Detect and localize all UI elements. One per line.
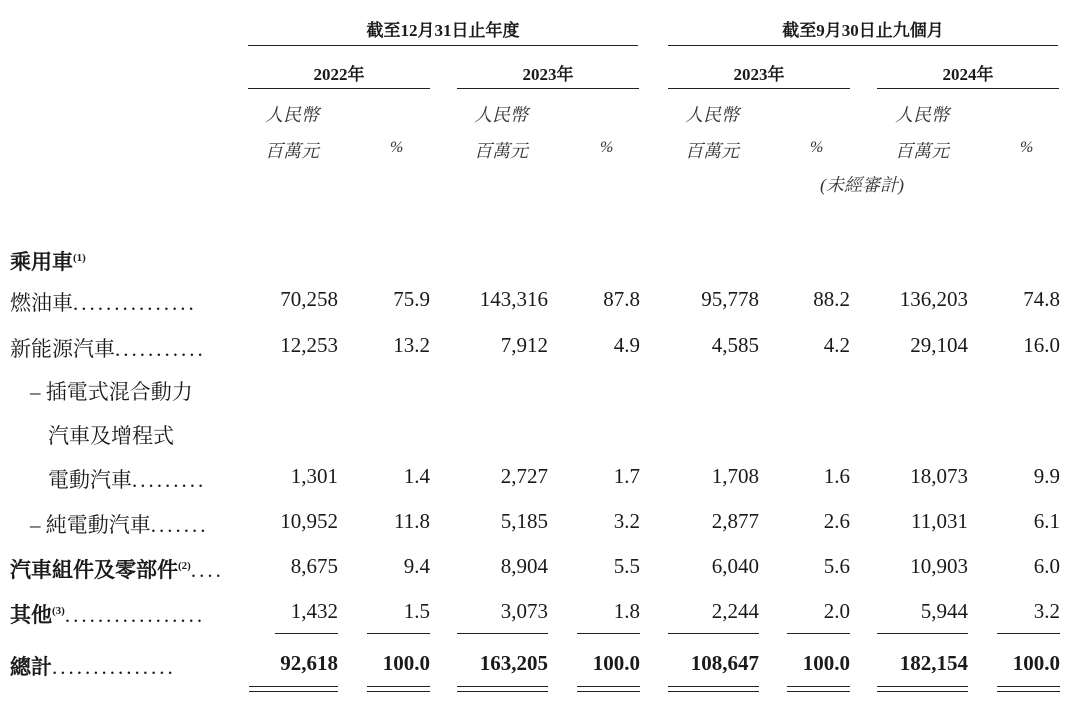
group-header-nine-months: 截至9月30日止九個月 [782, 21, 944, 40]
cell-amount: 3,073 [500, 599, 548, 623]
unit-rmb: 人民幣 [474, 105, 528, 125]
cell-percent: 1.6 [823, 464, 850, 488]
unit-percent: % [600, 139, 614, 156]
year-rule [248, 88, 430, 89]
unit-percent: % [810, 139, 824, 156]
cell-percent: 100.0 [1012, 651, 1060, 675]
cell-percent: 100.0 [382, 651, 430, 675]
total-double-rule [457, 686, 548, 692]
row-label: – 插電式混合動力 [30, 380, 193, 404]
row-label: 燃油車............... [10, 291, 197, 315]
cell-amount: 163,205 [479, 651, 548, 675]
unit-million: 百萬元 [685, 141, 739, 161]
group-header-annual: 截至12月31日止年度 [366, 21, 520, 40]
unit-percent: % [390, 139, 404, 156]
cell-percent: 1.5 [403, 599, 430, 623]
year-header-2022: 2022年 [313, 65, 365, 84]
total-double-rule [787, 686, 850, 692]
cell-percent: 100.0 [592, 651, 640, 675]
cell-percent: 16.0 [1023, 333, 1060, 357]
cell-percent: 74.8 [1023, 287, 1060, 311]
unit-million: 百萬元 [895, 141, 949, 161]
total-double-rule [367, 686, 430, 692]
cell-percent: 2.0 [823, 599, 850, 623]
cell-amount: 108,647 [690, 651, 759, 675]
unit-percent: % [1020, 139, 1034, 156]
cell-amount: 5,944 [920, 599, 968, 623]
cell-amount: 12,253 [280, 333, 338, 357]
unit-rmb: 人民幣 [895, 105, 949, 125]
cell-percent: 4.2 [823, 333, 850, 357]
cell-amount: 143,316 [479, 287, 548, 311]
cell-amount: 2,727 [500, 464, 548, 488]
cell-percent: 3.2 [613, 509, 640, 533]
row-label-total: 總計............... [10, 655, 176, 679]
row-label: 汽車及增程式 [48, 424, 174, 448]
group-rule-annual [248, 45, 638, 46]
subtotal-rule [787, 633, 850, 634]
year-header-2023-9m: 2023年 [733, 65, 785, 84]
cell-amount: 10,903 [910, 554, 968, 578]
unit-rmb: 人民幣 [685, 105, 739, 125]
row-label: 新能源汽車........... [10, 337, 206, 361]
unaudited-note: (未經審計) [820, 175, 904, 195]
cell-amount: 6,040 [711, 554, 759, 578]
cell-percent: 9.4 [403, 554, 430, 578]
cell-percent: 13.2 [393, 333, 430, 357]
unit-million: 百萬元 [265, 141, 319, 161]
cell-percent: 6.0 [1033, 554, 1060, 578]
cell-percent: 5.5 [613, 554, 640, 578]
cell-amount: 5,185 [500, 509, 548, 533]
year-header-2023: 2023年 [522, 65, 574, 84]
total-double-rule [249, 686, 338, 692]
cell-percent: 5.6 [823, 554, 850, 578]
cell-amount: 11,031 [911, 509, 968, 533]
cell-percent: 1.8 [613, 599, 640, 623]
group-rule-nine-months [668, 45, 1058, 46]
cell-amount: 95,778 [701, 287, 759, 311]
unit-million: 百萬元 [474, 141, 528, 161]
cell-amount: 8,675 [290, 554, 338, 578]
total-double-rule [877, 686, 968, 692]
cell-percent: 2.6 [823, 509, 850, 533]
cell-amount: 1,301 [290, 464, 338, 488]
row-label: 其他$^{(3)}$................. [10, 603, 206, 627]
cell-amount: 1,708 [711, 464, 759, 488]
cell-percent: 88.2 [813, 287, 850, 311]
cell-percent: 1.7 [613, 464, 640, 488]
cell-amount: 4,585 [711, 333, 759, 357]
cell-amount: 2,244 [711, 599, 759, 623]
cell-percent: 100.0 [802, 651, 850, 675]
subtotal-rule [668, 633, 759, 634]
year-rule [457, 88, 639, 89]
cell-amount: 136,203 [899, 287, 968, 311]
subtotal-rule [877, 633, 968, 634]
section-passenger-vehicles: 乘用車$^{(1)}$ [10, 250, 86, 274]
total-double-rule [668, 686, 759, 692]
cell-amount: 7,912 [500, 333, 548, 357]
cell-amount: 8,904 [500, 554, 548, 578]
total-double-rule [997, 686, 1060, 692]
cell-percent: 6.1 [1033, 509, 1060, 533]
subtotal-rule [457, 633, 548, 634]
row-label: 電動汽車......... [48, 468, 207, 492]
cell-amount: 182,154 [899, 651, 968, 675]
cell-percent: 87.8 [603, 287, 640, 311]
subtotal-rule [275, 633, 338, 634]
cell-amount: 1,432 [290, 599, 338, 623]
cell-amount: 10,952 [280, 509, 338, 533]
subtotal-rule [997, 633, 1060, 634]
cell-percent: 1.4 [403, 464, 430, 488]
cell-percent: 4.9 [613, 333, 640, 357]
total-double-rule [577, 686, 640, 692]
row-label: 汽車組件及零部件$^{(2)}$.... [10, 558, 224, 582]
subtotal-rule [577, 633, 640, 634]
year-header-2024-9m: 2024年 [942, 65, 994, 84]
cell-percent: 11.8 [394, 509, 430, 533]
cell-amount: 70,258 [280, 287, 338, 311]
cell-percent: 75.9 [393, 287, 430, 311]
cell-amount: 29,104 [910, 333, 968, 357]
subtotal-rule [367, 633, 430, 634]
cell-amount: 92,618 [280, 651, 338, 675]
row-label: – 純電動汽車....... [30, 513, 209, 537]
year-rule [877, 88, 1059, 89]
year-rule [668, 88, 850, 89]
cell-percent: 3.2 [1033, 599, 1060, 623]
cell-percent: 9.9 [1033, 464, 1060, 488]
cell-amount: 18,073 [910, 464, 968, 488]
cell-amount: 2,877 [711, 509, 759, 533]
unit-rmb: 人民幣 [265, 105, 319, 125]
